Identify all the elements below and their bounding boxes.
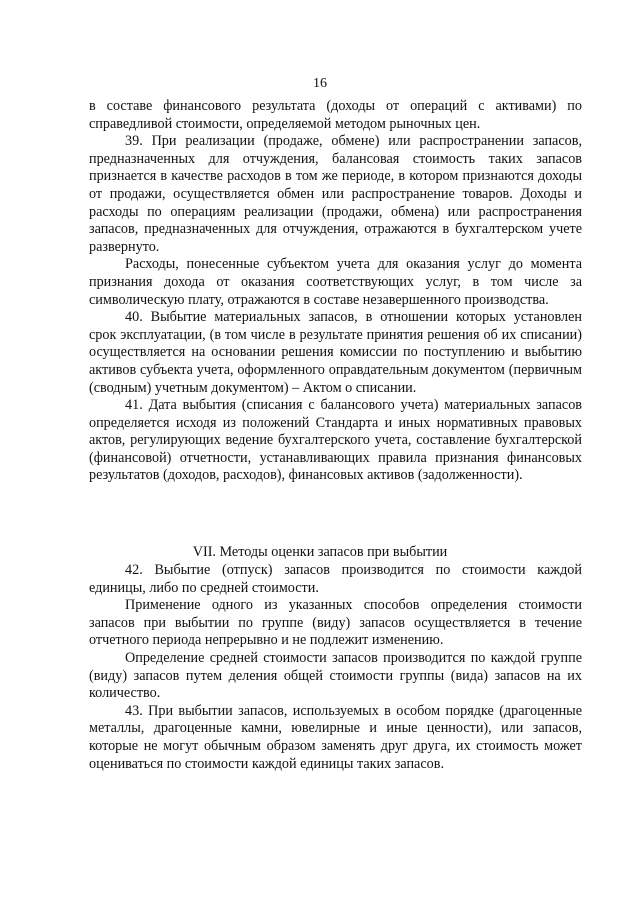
text-block-before-heading bbox=[89, 98, 582, 485]
paragraph-39-expenses: Расходы, понесенные субъектом учета для оказания услуг до момента признания дохода от оказания соответствующих услуг, в том числе за символическую плату, отражаются в составе незавершенного производства. bbox=[89, 256, 582, 308]
text-block-after-heading bbox=[89, 562, 582, 773]
paragraph-40: 40. Выбытие материальных запасов, в отношении которых установлен срок эксплуатации, (в том числе в результате принятия решения об их списании) осуществляется на основании решения комиссии по поступлению и выбытию активов субъекта учета, оформленного оправдательным документом (первичным (сводным) учетным документом) – Актом о списании. bbox=[89, 309, 582, 396]
paragraph-43: 43. При выбытии запасов, используемых в особом порядке (драгоценные металлы, драгоценные камни, ювелирные и иные ценности), или запасов, которые не могут обычным образом заменять друг друга, их стоимость может оцениваться по стоимости каждой единицы таких запасов. bbox=[89, 702, 582, 772]
page-number: 16 bbox=[313, 76, 327, 91]
paragraph-41: 41. Дата выбытия (списания с балансового учета) материальных запасов определяется исходя из положений Стандарта и иных нормативных правовых актов, регулирующих ведение бухгалтерского учета, составление бухгалтерской (финансовой) отчетности, устанавливающих правила признания финансовых результатов (доходов, расходов), финансовых активов (задолженности). bbox=[89, 397, 582, 484]
paragraph-42: 42. Выбытие (отпуск) запасов производится по стоимости каждой единицы, либо по средней стоимости. bbox=[89, 562, 582, 596]
paragraph-42-method: Применение одного из указанных способов определения стоимости запасов при выбытии по группе (виду) запасов осуществляется в течение отчетного периода непрерывно и не подлежит изменению. bbox=[89, 597, 582, 649]
section-heading: VII. Методы оценки запасов при выбытии bbox=[192, 544, 448, 560]
paragraph-39: 39. При реализации (продаже, обмене) или распространении запасов, предназначенных для отчуждения, балансовая стоимость таких запасов признается в качестве расходов в том же периоде, в котором признаются доходы от продажи, осуществляется обмен или распространение товаров. Доходы и расходы по операциям реализации (продажи, обмена) или распространения запасов, предназначенных для отчуждения, отражаются в бухгалтерском учете развернуто. bbox=[89, 133, 582, 255]
paragraph-42-average: Определение средней стоимости запасов производится по каждой группе (виду) запасов путем деления общей стоимости группы (вида) запасов на их количество. bbox=[89, 649, 582, 702]
paragraph-continuation: в составе финансового результата (доходы от операций с активами) по справедливой стоимости, определяемой методом рыночных цен. bbox=[89, 98, 582, 132]
